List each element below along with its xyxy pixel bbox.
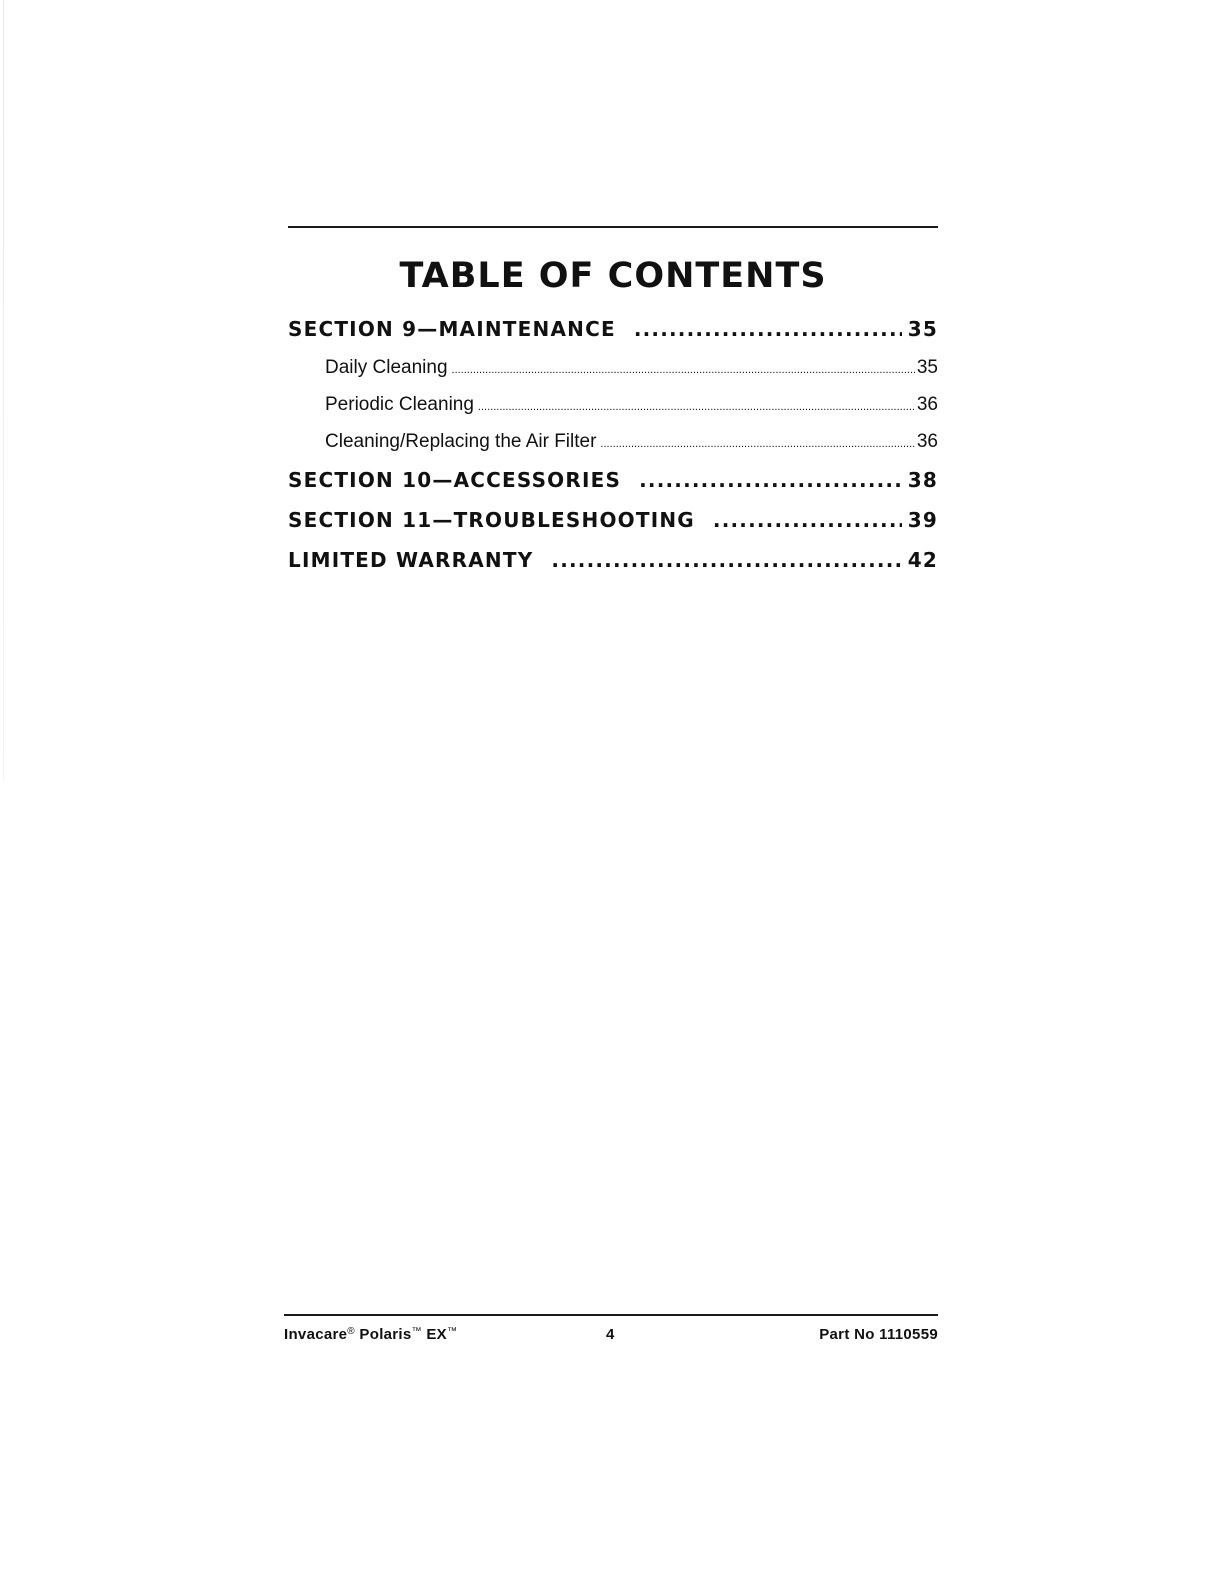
- dot-leader: [478, 389, 915, 426]
- toc-entry-daily-cleaning[interactable]: [288, 349, 938, 386]
- dot-leader: [713, 500, 902, 540]
- scan-edge-line: [3, 0, 4, 780]
- toc-entry-page: 35: [907, 317, 938, 341]
- page-footer: [284, 1314, 938, 1356]
- footer-model: EX: [426, 1326, 447, 1343]
- toc-entry-label: SECTION 10—ACCESSORIES: [288, 468, 622, 492]
- toc-entry-label: SECTION 11—TROUBLESHOOTING: [288, 508, 695, 532]
- dot-leader: [639, 460, 902, 500]
- dot-leader: [634, 309, 902, 349]
- toc-entry-label: Cleaning/Replacing the Air Filter: [325, 431, 597, 452]
- footer-brand: Invacare: [284, 1326, 348, 1343]
- table-of-contents: [288, 226, 938, 580]
- toc-entry-page: 38: [907, 468, 938, 492]
- toc-entry-page: 36: [916, 394, 938, 415]
- toc-entry-label: SECTION 9—MAINTENANCE: [288, 317, 616, 341]
- footer-rule: [284, 1314, 938, 1316]
- dot-leader: [551, 540, 901, 580]
- toc-entry-section-9[interactable]: [288, 309, 938, 349]
- trademark-mark: ™: [411, 1326, 422, 1337]
- footer-product-name: [284, 1326, 457, 1343]
- top-rule: [288, 226, 938, 228]
- toc-entry-page: 36: [916, 431, 938, 452]
- toc-entry-air-filter[interactable]: [288, 423, 938, 460]
- toc-entry-section-11[interactable]: [288, 500, 938, 540]
- toc-entry-periodic-cleaning[interactable]: [288, 386, 938, 423]
- toc-entry-label: LIMITED WARRANTY: [288, 548, 534, 572]
- toc-entries: [288, 309, 938, 580]
- dot-leader: [600, 426, 914, 463]
- toc-entry-label: Periodic Cleaning: [325, 394, 474, 415]
- toc-entry-page: 42: [907, 548, 938, 572]
- toc-entry-page: 35: [916, 357, 938, 378]
- footer-row: [284, 1326, 938, 1356]
- page-title: TABLE OF CONTENTS: [399, 256, 827, 296]
- toc-entry-section-10[interactable]: [288, 460, 938, 500]
- toc-entry-page: 39: [907, 508, 938, 532]
- footer-page-number: 4: [606, 1326, 615, 1343]
- registered-mark: ®: [347, 1326, 355, 1337]
- dot-leader: [452, 352, 915, 389]
- toc-entry-limited-warranty[interactable]: [288, 540, 938, 580]
- footer-part-number: Part No 1110559: [819, 1326, 938, 1343]
- trademark-mark: ™: [446, 1326, 458, 1337]
- footer-product: Polaris: [359, 1326, 412, 1343]
- toc-entry-label: Daily Cleaning: [325, 357, 448, 378]
